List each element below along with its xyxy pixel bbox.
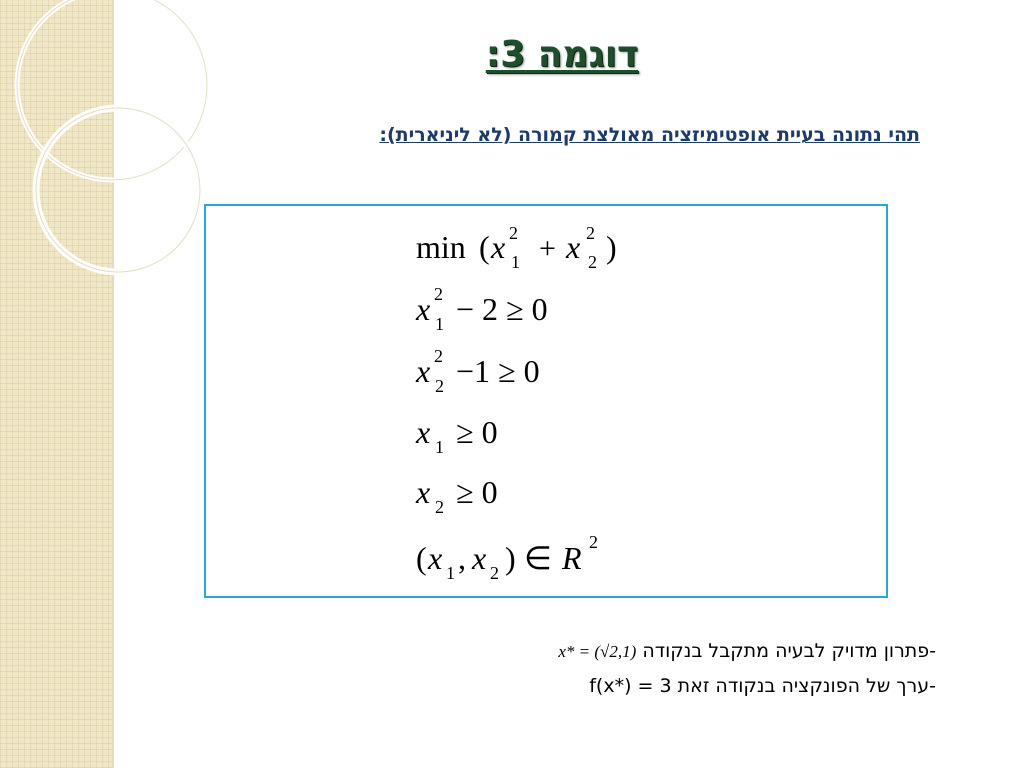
svg-text:2: 2 [434, 346, 443, 366]
constraint-2 [415, 346, 540, 396]
exact-solution-line [376, 640, 936, 662]
svg-text:1: 1 [446, 563, 455, 583]
svg-text:x: x [566, 229, 581, 265]
svg-text:): ) [606, 229, 617, 265]
svg-text:x: x [416, 474, 431, 510]
function-value-line [376, 675, 936, 697]
svg-text:2: 2 [434, 284, 443, 304]
svg-text:x: x [416, 291, 431, 327]
svg-text:1: 1 [435, 314, 444, 334]
svg-text:): ) [505, 540, 516, 576]
svg-text:2: 2 [509, 223, 518, 243]
svg-text:2: 2 [588, 252, 597, 272]
svg-text:x: x [472, 540, 487, 576]
problem-intro: תהי נתונה בעיית אופטימיזציה מאולצת קמורה (לא ליניארית): [379, 124, 920, 146]
slide-title: דוגמה 3: [485, 34, 639, 75]
function-value-text: -ערך של הפונקציה בנקודה זאת [677, 675, 936, 697]
solution-point-formula: x* = (√2,1) [558, 642, 637, 661]
svg-text:2: 2 [435, 497, 444, 517]
svg-text:∈: ∈ [524, 540, 552, 576]
constraint-3 [415, 414, 498, 457]
svg-text:,: , [458, 540, 466, 576]
svg-text:2: 2 [490, 563, 499, 583]
function-value-formula: f(x*) = 3 [589, 675, 672, 697]
svg-text:− 2 ≥ 0: − 2 ≥ 0 [456, 291, 548, 327]
svg-text:(: ( [416, 540, 427, 576]
svg-text:2: 2 [586, 223, 595, 243]
constraint-1 [415, 284, 548, 334]
exact-solution-text: -פתרון מדויק לבעיה מתקבל בנקודה [642, 640, 936, 662]
svg-text:x: x [416, 353, 431, 389]
svg-text:+: + [539, 232, 556, 265]
domain-constraint [416, 532, 598, 583]
svg-text:1: 1 [511, 252, 520, 272]
constraint-4 [415, 474, 498, 517]
svg-text:≥ 0: ≥ 0 [456, 414, 498, 450]
problem-box [204, 204, 888, 598]
objective-function [416, 223, 617, 272]
svg-text:x: x [428, 540, 443, 576]
svg-text:2: 2 [435, 376, 444, 396]
svg-text:2: 2 [589, 532, 598, 552]
svg-text:x: x [416, 414, 431, 450]
svg-text:x: x [491, 229, 506, 265]
svg-text:1: 1 [435, 437, 444, 457]
optimization-problem [206, 206, 886, 596]
svg-text:(: ( [479, 229, 490, 265]
svg-text:−1 ≥ 0: −1 ≥ 0 [456, 353, 540, 389]
svg-text:min: min [416, 229, 466, 265]
svg-text:R: R [562, 540, 582, 576]
svg-text:≥ 0: ≥ 0 [456, 474, 498, 510]
